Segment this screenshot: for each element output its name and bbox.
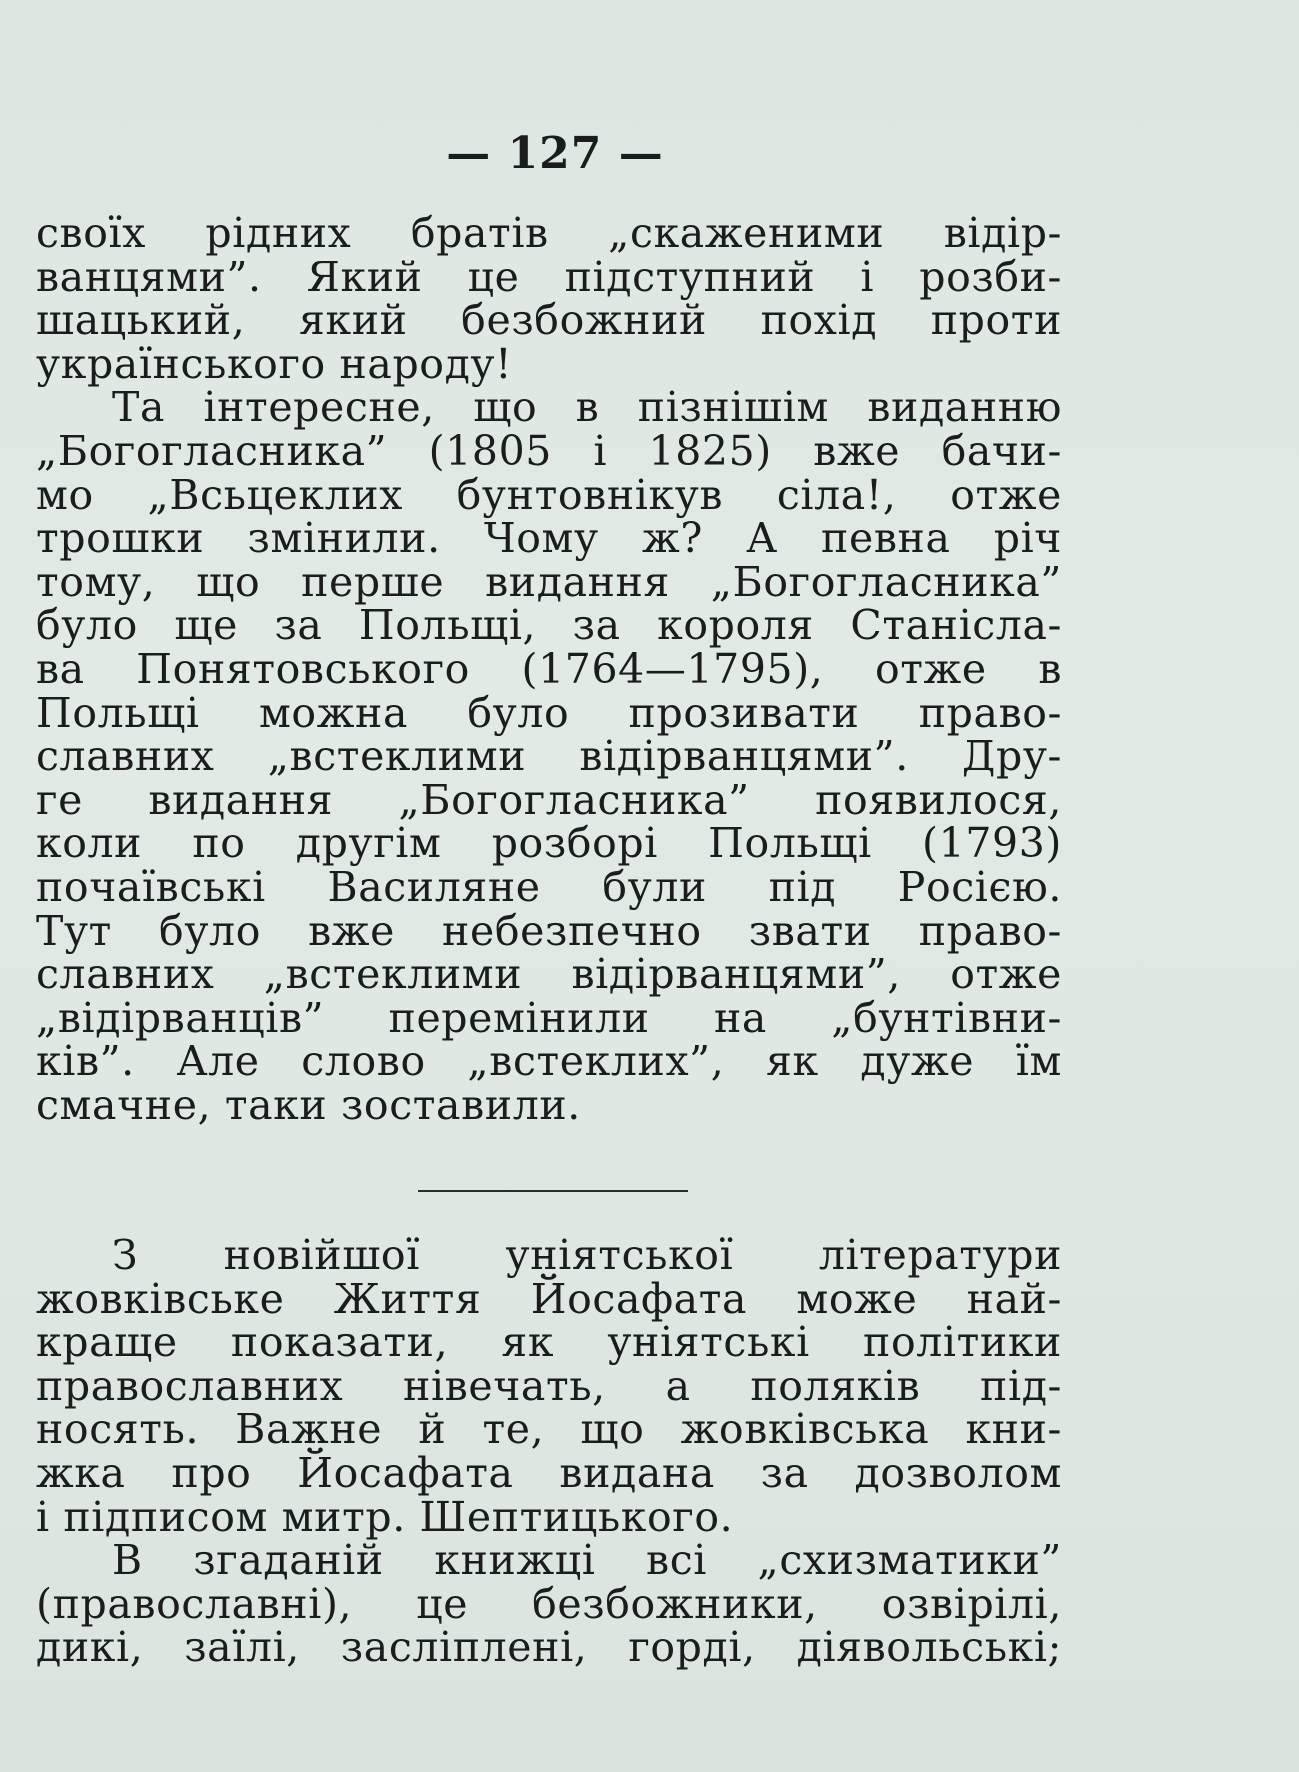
text-line: ванцями”. Який це підступний і розби- — [36, 252, 1062, 301]
text-line: жка про Йосафата видана за дозволом — [36, 1448, 1062, 1497]
text-line: дикі, заїлі, засліплені, горді, діявольські; — [36, 1623, 1062, 1672]
text-line: Польщі можна було прозивати право- — [36, 688, 1062, 737]
text-block-2 — [36, 1231, 1062, 1672]
text-line: краще показати, як уніятські політики — [36, 1318, 1062, 1367]
text-line: Тут було вже небезпечно звати право- — [36, 906, 1062, 955]
text-line: жовківське Життя Йосафата може най- — [36, 1274, 1062, 1323]
text-line: З новійшої уніятської літератури — [112, 1231, 1062, 1279]
text-line: шацький, який безбожний похід проти — [36, 296, 1062, 345]
text-line: і підписом митр. Шептицького. — [36, 1492, 734, 1541]
text-line: ге видання „Богогласника” появилося, — [36, 775, 1062, 824]
text-line: тому, що перше видання „Богогласника” — [36, 557, 1062, 606]
text-line: коли по другім розборі Польщі (1793) — [36, 819, 1062, 868]
text-line: ків”. Але слово „встеклих”, як дуже їм — [36, 1037, 1062, 1086]
text-block-1 — [36, 209, 1062, 1129]
text-line: (православні), це безбожники, озвірілі, — [36, 1579, 1062, 1628]
text-line: славних „встеклими відірванцями”. Дру- — [36, 732, 1062, 781]
text-line: православних нівечать, а поляків під- — [36, 1361, 1062, 1410]
text-line: було ще за Польщі, за короля Станісла- — [36, 601, 1062, 650]
text-line: „Богогласника” (1805 і 1825) вже бачи- — [36, 426, 1062, 475]
text-line: почаївські Василяне були під Росією. — [36, 862, 1062, 911]
page-number: — 127 — — [446, 128, 664, 179]
text-line: В згаданій книжці всі „схизматики” — [112, 1536, 1062, 1585]
section-divider — [418, 1190, 688, 1192]
text-line: славних „встеклими відірванцями”, отже — [36, 950, 1062, 999]
text-line: ва Понятовського (1764—1795), отже в — [36, 644, 1062, 693]
text-line: носять. Важне й те, що жовківська кни- — [36, 1405, 1062, 1454]
text-line: українського народу! — [36, 339, 513, 388]
text-line: „відірванців” перемінили на „бунтівни- — [36, 993, 1062, 1042]
text-line: трошки змінили. Чому ж? А певна річ — [36, 514, 1062, 563]
text-line: смачне, таки зоставили. — [36, 1080, 581, 1129]
text-line: мо „Всьцеклих бунтовнікув сіла!, отже — [36, 470, 1062, 519]
text-line: Та інтересне, що в пізнішім виданню — [112, 383, 1062, 432]
text-line: своїх рідних братів „скаженими відір- — [36, 209, 1062, 257]
